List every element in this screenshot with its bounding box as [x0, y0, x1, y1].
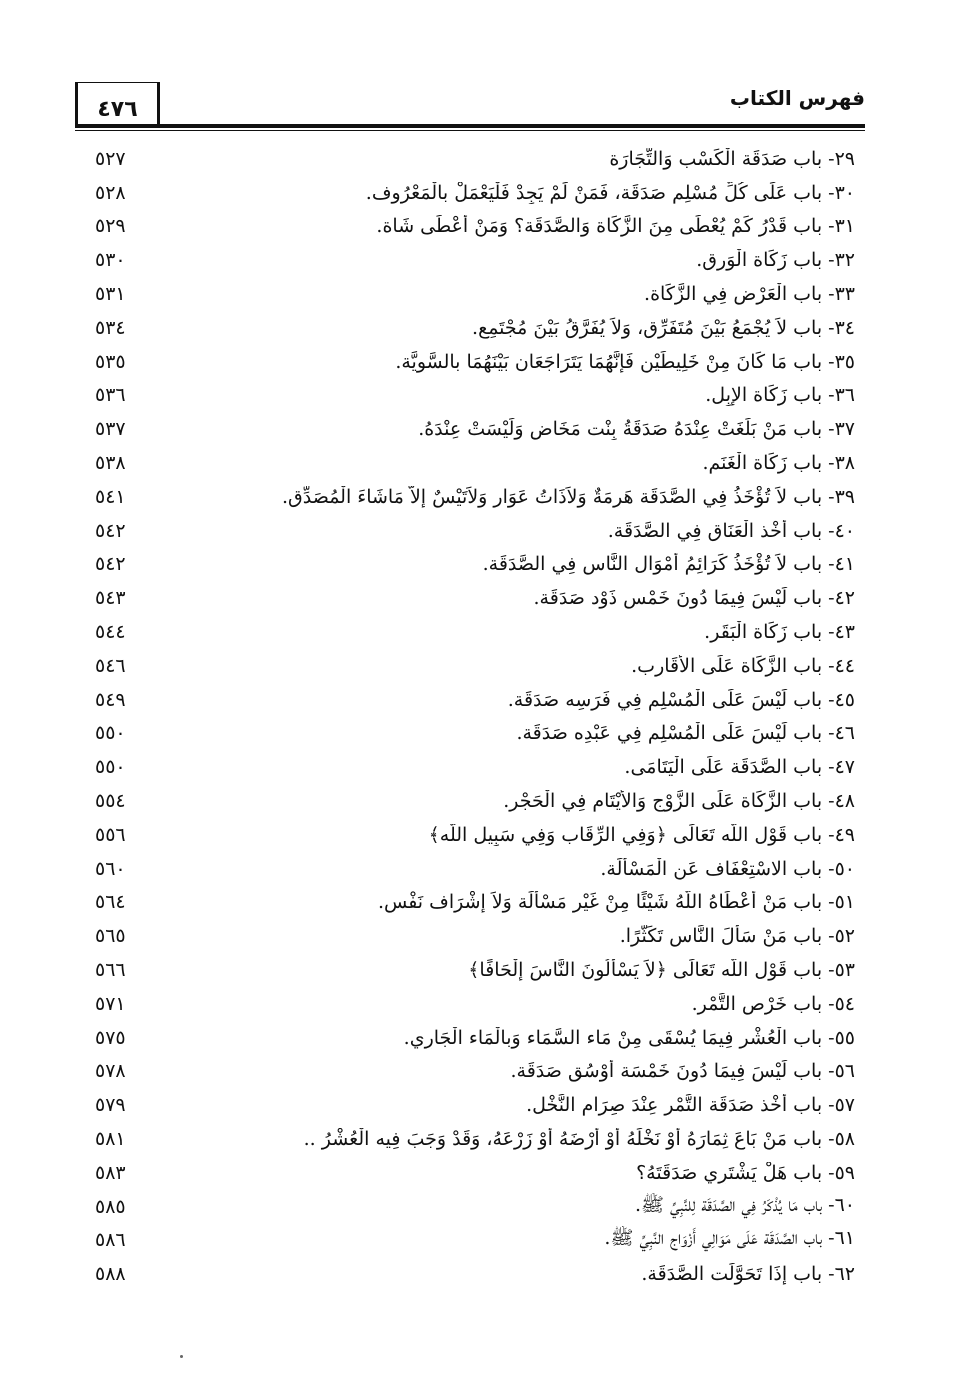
- entry-title: ٥٣- باب قَوْل اللَّه تَعَالَى ﴿لاَ يَسْأَلُونَ النَّاسَ إِلْحَافًا﴾: [468, 959, 855, 982]
- index-entry: [95, 142, 855, 176]
- entry-page-number: ٥٣٤: [95, 316, 126, 339]
- entry-title: ٤٩- باب قَوْل اللَّه تَعَالَى ﴿وَفِي الرِّقَاب وَفِي سَبِيل اللَّه﴾: [428, 823, 855, 846]
- index-entry: [95, 649, 855, 683]
- entry-page-number: ٥٨٨: [95, 1263, 126, 1286]
- entry-page-number: ٥٤٩: [95, 688, 126, 711]
- entry-page-number: ٥٢٧: [95, 147, 126, 170]
- index-entry: [95, 345, 855, 379]
- index-entry: [95, 886, 855, 920]
- index-entry: [95, 818, 855, 852]
- index-entry: [95, 750, 855, 784]
- index-entry: [95, 277, 855, 311]
- index-entry: [95, 615, 855, 649]
- entry-title: ٤٢- باب لَيْسَ فِيمَا دُونَ خَمْسِ ذَوْد صَدَقَة.: [533, 587, 855, 610]
- entry-page-number: ٥٨٣: [95, 1161, 126, 1184]
- entry-title: ٤٣- باب زَكَاة الْبَقَر.: [704, 621, 855, 644]
- entry-page-number: ٥٨٥: [95, 1195, 126, 1218]
- entry-page-number: ٥٨٦: [95, 1229, 126, 1252]
- index-entry: [95, 480, 855, 514]
- entry-page-number: ٥٤٢: [95, 519, 126, 542]
- index-entry: [95, 1224, 855, 1258]
- entry-page-number: ٥٥٠: [95, 722, 126, 745]
- entry-title: ٣٢- باب زَكَاة الْوَرِق.: [696, 249, 855, 272]
- index-entry: [95, 446, 855, 480]
- entry-title: ٥٦- باب لَيْسَ فِيمَا دُونَ خَمْسَة أَوْسُق صَدَقَة.: [510, 1060, 855, 1083]
- index-entry: [95, 1055, 855, 1089]
- entry-page-number: ٥٣٧: [95, 418, 126, 441]
- index-entry: [95, 514, 855, 548]
- index-entry: [95, 717, 855, 751]
- entry-page-number: ٥٦٥: [95, 925, 126, 948]
- index-entry: [95, 1122, 855, 1156]
- index-entry: [95, 379, 855, 413]
- entry-title: ٥٩- باب هَلْ يَشْتَرِي صَدَقَتَهُ؟: [636, 1161, 855, 1184]
- page-number-box: [75, 82, 160, 126]
- entry-page-number: ٥٧٥: [95, 1026, 126, 1049]
- index-entry: [95, 412, 855, 446]
- entry-page-number: ٥٧٨: [95, 1060, 126, 1083]
- entry-title: ٣٦- باب زَكَاة الإِبِل.: [705, 384, 855, 407]
- index-entry: [95, 548, 855, 582]
- entry-page-number: ٥٣٥: [95, 350, 126, 373]
- entry-title: ٥١- باب مَنْ أَعْطَاهُ اللَّهُ شَيْئًا مِنْ غَيْر مَسْأَلَة وَلاَ إِشْرَاف نَفْس.: [377, 891, 855, 914]
- entry-title: ٣٤- باب لاَ يُجْمَعُ بَيْنَ مُتَفَرِّق، وَلاَ يُفَرَّقُ بَيْنَ مُجْتَمِع.: [472, 316, 855, 339]
- entry-title: ٤٤- باب الزَّكَاة عَلَى الأَقَارِب.: [631, 654, 855, 677]
- header-rule-thin: [75, 130, 865, 131]
- entry-title: ٤٦- باب لَيْسَ عَلَى الْمُسْلِم فِي عَبْدِه صَدَقَة.: [516, 722, 855, 745]
- entry-page-number: ٥٧٩: [95, 1094, 126, 1117]
- index-entry: [95, 176, 855, 210]
- index-entry: [95, 919, 855, 953]
- entry-title: ٤٧- باب الصَّدَقَة عَلَى الْيَتَامَى.: [624, 756, 855, 779]
- entry-title: ٤٠- باب أَخْذ الْعَنَاق فِي الصَّدَقَة.: [607, 519, 855, 542]
- entry-page-number: ٥٨١: [95, 1128, 126, 1150]
- entry-title: ٦١- باب الصَّدَقَة عَلَى مَوَالِي أَزْوَاج النَّبِيِّ ﷺ.: [604, 1227, 855, 1250]
- entry-page-number: ٥٥٦: [95, 823, 126, 846]
- entry-page-number: ٥٤١: [95, 485, 126, 508]
- index-entry: [95, 683, 855, 717]
- entry-title: ٣٥- باب مَا كَانَ مِنْ خَلِيطَيْنِ فَإِنَّهُمَا يَتَرَاجَعَان بَيْنَهُمَا بالسَّوِيَّة.: [395, 350, 855, 373]
- entry-title: ٣٠- باب عَلَى كُلِّ مُسْلِم صَدَقَة، فَمَنْ لَمْ يَجِدْ فَلْيَعْمَلْ بالْمَعْرُوف.: [365, 181, 855, 204]
- entry-title: ٣٨- باب زَكَاة الْغَنَم.: [702, 452, 855, 475]
- entry-page-number: ٥٤٣: [95, 587, 126, 610]
- entry-page-number: ٥٣٠: [95, 249, 126, 272]
- entry-page-number: ٥٣١: [95, 283, 126, 306]
- page-number: ٤٧٦: [97, 97, 138, 122]
- entry-title: ٤٥- باب لَيْسَ عَلَى الْمُسْلِمِ فِي فَرَسِه صَدَقَة.: [507, 688, 855, 711]
- index-entry: [95, 243, 855, 277]
- entry-page-number: ٥٦٦: [95, 959, 126, 982]
- index-entry: [95, 1257, 855, 1291]
- entry-title: ٤٨- باب الزَّكَاة عَلَى الزَّوْج وَالأَيْتَام فِي الْحَجْر.: [503, 790, 855, 813]
- entry-page-number: ٥٤٢: [95, 553, 126, 576]
- entry-title: ٥٠- باب الاسْتِعْفَاف عَنِ الْمَسْأَلَة.: [600, 857, 855, 880]
- entry-title: ٣١- باب قَدْرُ كَمْ يُعْطَى مِنَ الزَّكَاة وَالصَّدَقَة؟ وَمَنْ أَعْطَى شَاة.: [376, 215, 855, 238]
- index-entry: [95, 953, 855, 987]
- entry-title: ٥٨- باب مَنْ بَاعَ ثِمَارَهُ أَوْ نَخْلَهُ أَوْ أَرْضَهُ أَوْ زَرْعَهُ، وَقَدْ وَجَبَ فِيه الْعُشْرُ ..: [303, 1128, 855, 1150]
- entry-title: ٥٧- باب أَخْذ صَدَقَة التَّمْر عِنْدَ صِرَام النَّخْل.: [526, 1094, 855, 1117]
- entry-title: ٢٩- باب صَدَقَة الْكَسْب وَالتِّجَارَة: [609, 147, 855, 170]
- entry-title: ٥٥- باب الْعُشْر فِيمَا يُسْقَى مِنْ مَاء السَّمَاء وَبالْمَاء الْجَارِي.: [403, 1026, 855, 1049]
- entry-title: ٣٩- باب لاَ تُؤْخَذُ فِي الصَّدَقَة هَرِمَةٌ وَلاَذَاتُ عَوَار وَلاَتَيْسٌ إِلاَّ مَاشَاءَ الْمُصَدِّق.: [281, 485, 855, 508]
- index-entry: [95, 1190, 855, 1224]
- entry-title: ٦٢- باب إِذَا تَحَوَّلَت الصَّدَقَة.: [641, 1263, 855, 1286]
- index-entry: [95, 1088, 855, 1122]
- entry-title: ٣٣- باب الْعَرْض فِي الزَّكَاة.: [644, 283, 855, 306]
- index-entry: [95, 784, 855, 818]
- index-entry: [95, 1021, 855, 1055]
- entry-page-number: ٥٤٤: [95, 621, 126, 644]
- entry-page-number: ٥٣٨: [95, 452, 126, 475]
- index-entry: [95, 311, 855, 345]
- entry-page-number: ٥٢٩: [95, 215, 126, 238]
- index-entry: [95, 581, 855, 615]
- entry-title: ٥٢- باب مَنْ سَأَلَ النَّاس تَكَثُّرًا.: [619, 925, 855, 948]
- entry-page-number: ٥٦٤: [95, 891, 126, 914]
- entry-title: ٤١- باب لاَ تُؤْخَذُ كَرَائِمُ أَمْوَال النَّاس فِي الصَّدَقَة.: [482, 553, 855, 576]
- index-entry: [95, 852, 855, 886]
- running-title: فهرس الكتاب: [729, 86, 865, 110]
- entry-title: ٣٧- باب مَنْ بَلَغَتْ عِنْدَهُ صَدَقَةُ بِنْت مَخَاض وَلَيْسَتْ عِنْدَهُ.: [418, 418, 855, 441]
- entry-page-number: ٥٥٠: [95, 756, 126, 779]
- index-entry: [95, 1156, 855, 1190]
- entry-page-number: ٥٧١: [95, 992, 126, 1015]
- entry-title: ٦٠- باب مَا يُذْكَرُ فِي الصَّدَقَة لِلنَّبِيِّ ﷺ.: [635, 1193, 855, 1216]
- index-entry: [95, 987, 855, 1021]
- index-entries-list: [95, 142, 855, 1291]
- header-rule-thick: [75, 124, 865, 128]
- entry-page-number: ٥٥٤: [95, 790, 126, 813]
- entry-title: ٥٤- باب خَرْص التَّمْر.: [691, 992, 855, 1015]
- entry-page-number: ٥٦٠: [95, 857, 126, 880]
- entry-page-number: ٥٤٦: [95, 654, 126, 677]
- scan-speck: [180, 1355, 183, 1358]
- entry-page-number: ٥٢٨: [95, 181, 126, 204]
- index-entry: [95, 210, 855, 244]
- entry-page-number: ٥٣٦: [95, 384, 126, 407]
